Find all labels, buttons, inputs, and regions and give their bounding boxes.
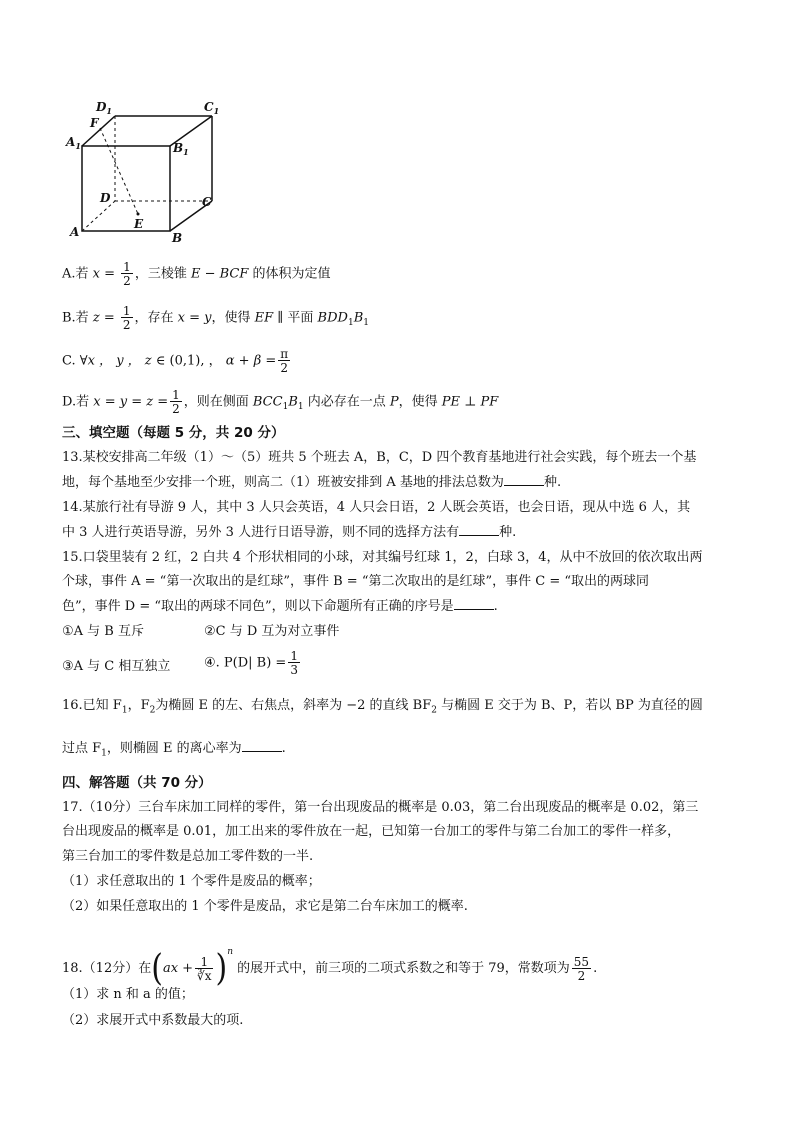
section-3-title: 三、填空题（每题 5 分，共 20 分） — [62, 425, 285, 441]
option-c: C. ∀x ， y ， z ∈ (0,1), ， α + β = $\frac{\pi}{2}$ — [62, 347, 289, 375]
q14-line1: 14.某旅行社有导游 9 人，其中 3 人只会英语，4 人只会日语，2 人既会英语，也会日语，现从中选 6 人，其 — [62, 500, 691, 515]
q15-opt1: ①A 与 B 互斥 — [62, 624, 144, 639]
q18-line1: 18.（12分）在(ax + $\frac{1}{∛x}$ )$^n$ 的展开式中，前三项的二项式系数之和等于 79，常数项为 $\frac{55}{2}$ . — [62, 946, 598, 989]
q14-line2: 中 3 人进行英语导游，另外 3 人进行日语导游，则不同的选择方法有 种. — [62, 525, 517, 540]
option-d: D.若 x = y = z = $\frac{1}{2}$ ，则在侧面 $BCC_1B_1$ 内必存在一点 P，使得 PE ⊥ PF — [62, 388, 499, 416]
q18-sub2: （2）求展开式中系数最大的项. — [62, 1013, 244, 1028]
cube-figure — [62, 96, 222, 246]
label-a1: $A_1$ — [66, 135, 81, 151]
q14-blank[interactable] — [459, 523, 499, 536]
label-f: F — [90, 116, 99, 130]
q16-line2: 过点 $F_1$，则椭圆 E 的离心率为 . — [62, 741, 286, 759]
label-b1: $B_1$ — [173, 141, 189, 157]
q15-line2: 个球，事件 A = “第一次取出的是红球”，事件 B = “第二次取出的是红球”，事件 C = “取出的两球同 — [62, 574, 649, 589]
q15-line3: 色”，事件 D = “取出的两球不同色”，则以下命题所有正确的序号是 . — [62, 599, 498, 614]
q16-blank[interactable] — [242, 739, 282, 752]
q15-opt2: ②C 与 D 互为对立事件 — [204, 624, 340, 639]
label-b: B — [172, 231, 183, 245]
option-b: B.若 z = $\frac{1}{2}$ ，存在 x = y，使得 EF ∥ 平面 $BDD_1B_1$ — [62, 304, 369, 332]
q17-sub2: （2）如果任意取出的 1 个零件是废品，求它是第二台车床加工的概率. — [62, 899, 468, 914]
q16-line1: 16.已知 $F_1$，$F_2$为椭圆 E 的左、右焦点，斜率为 −2 的直线 $BF_2$ 与椭圆 E 交于为 B、P，若以 BP 为直径的圆 — [62, 698, 703, 716]
q17-line3: 第三台加工的零件数是总加工零件数的一半. — [62, 849, 314, 864]
q18-sub1: （1）求 n 和 a 的值； — [62, 987, 194, 1002]
label-e: E — [134, 217, 144, 231]
label-d1: $D_1$ — [96, 100, 112, 116]
option-a: A.若 x = $\frac{1}{2}$ ，三棱锥 E − BCF 的体积为定值 — [62, 260, 331, 288]
q13-blank[interactable] — [504, 473, 544, 486]
q15-blank[interactable] — [454, 597, 494, 610]
q17-sub1: （1）求任意取出的 1 个零件是废品的概率； — [62, 874, 321, 889]
q17-line2: 台出现废品的概率是 0.01，加工出来的零件放在一起，已知第一台加工的零件与第二台加工的零件一样多， — [62, 824, 681, 839]
q13-line1: 13.某校安排高二年级（1）～（5）班共 5 个班去 A，B，C，D 四个教育基地进行社会实践，每个班去一个基 — [62, 450, 697, 465]
label-a: A — [70, 225, 80, 239]
label-c: C — [202, 195, 212, 209]
q15-line1: 15.口袋里装有 2 红，2 白共 4 个形状相同的小球，对其编号红球 1，2，白球 3，4，从中不放回的依次取出两 — [62, 550, 703, 565]
q15-opt3: ③A 与 C 相互独立 — [62, 659, 171, 674]
q13-line2: 地，每个基地至少安排一个班，则高二（1）班被安排到 A 基地的排法总数为 种. — [62, 475, 562, 490]
q15-opt4: ④. P(D| B) = $\frac{1}{3}$ — [204, 649, 298, 677]
q17-line1: 17.（10分）三台车床加工同样的零件，第一台出现废品的概率是 0.03，第二台出现废品的概率是 0.02，第三 — [62, 800, 699, 815]
label-d: D — [100, 191, 111, 205]
section-4-title: 四、解答题（共 70 分） — [62, 775, 212, 791]
label-c1: $C_1$ — [204, 100, 220, 116]
